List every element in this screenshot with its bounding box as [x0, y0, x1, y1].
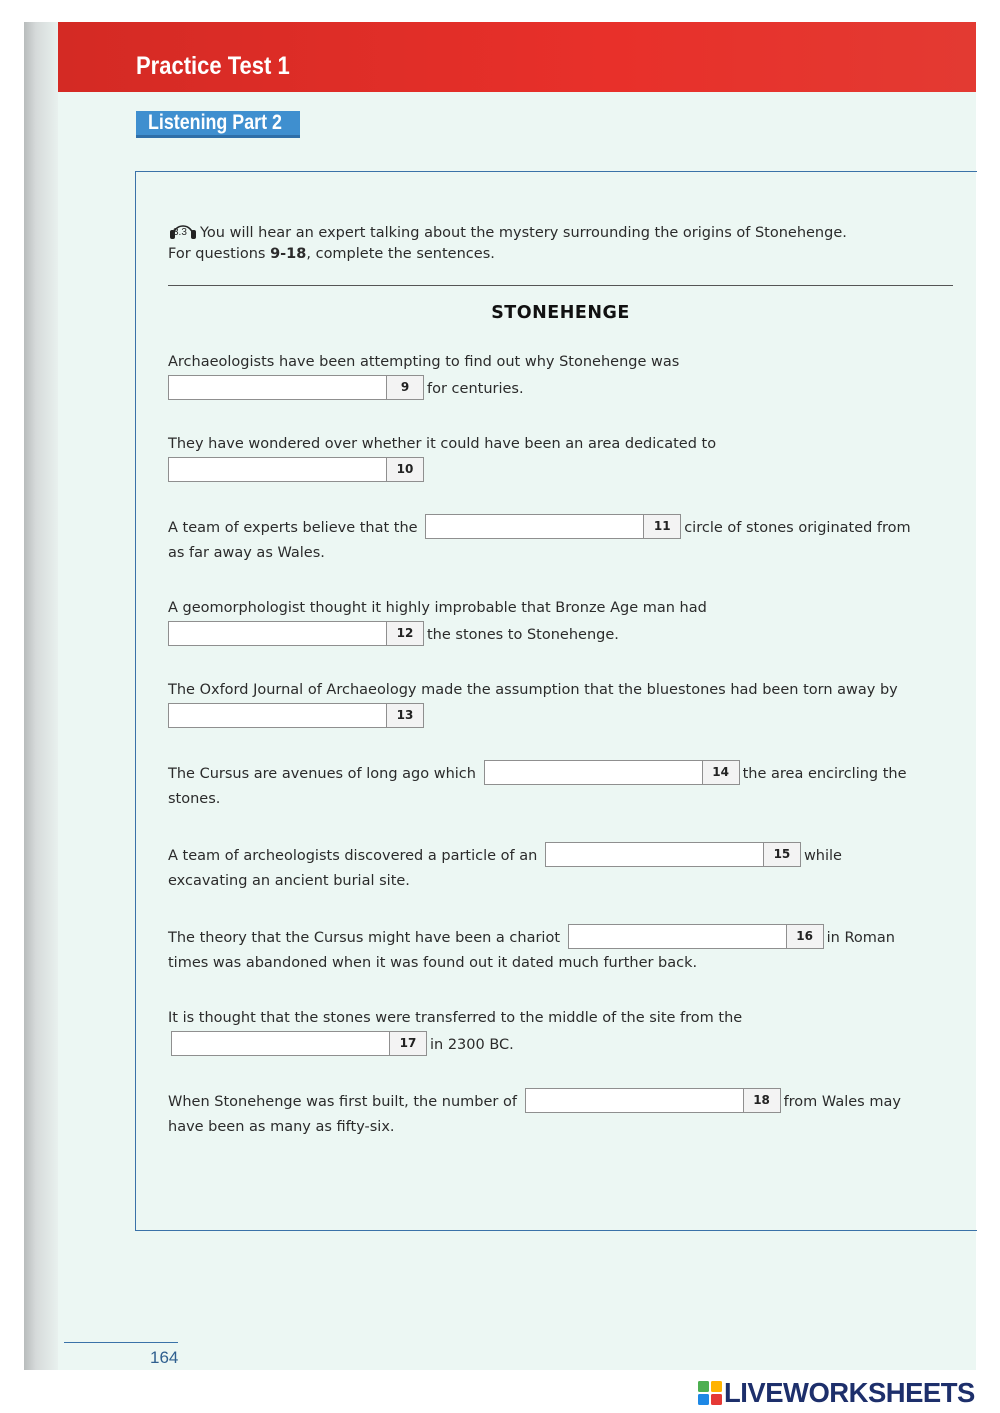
question-11-text: A team of experts believe that the: [168, 520, 418, 536]
question-14: [168, 760, 958, 812]
answer-input-11[interactable]: [425, 514, 681, 539]
question-11: [168, 514, 958, 566]
question-15-line2: excavating an ancient burial site.: [168, 873, 410, 889]
part-label: [136, 111, 300, 138]
question-number: 14: [702, 761, 739, 784]
instructions-line2-pre: For questions: [168, 246, 271, 262]
instructions-line2-post: , complete the sentences.: [306, 246, 495, 262]
answer-input-18[interactable]: [525, 1088, 781, 1113]
question-18-after: from Wales may: [783, 1094, 901, 1110]
question-15-text: A team of archeologists discovered a particle of an: [168, 848, 538, 864]
question-10: [168, 432, 958, 484]
question-18: [168, 1088, 958, 1140]
answer-input-13[interactable]: [168, 703, 424, 728]
audio-track-number: 3.3: [173, 227, 187, 238]
question-16-after: in Roman: [826, 930, 895, 946]
question-17-after: in 2300 BC.: [430, 1037, 514, 1053]
question-number: 11: [643, 515, 680, 538]
section-title: STONEHENGE: [491, 303, 630, 323]
book-spine-shadow: [24, 22, 58, 1370]
question-16: [168, 924, 958, 976]
question-16-text: The theory that the Cursus might have been a chariot: [168, 930, 561, 946]
question-17-text: It is thought that the stones were transferred to the middle of the site from the: [168, 1010, 743, 1026]
question-12-after: the stones to Stonehenge.: [427, 627, 619, 643]
question-number: 13: [386, 704, 423, 727]
answer-input-17[interactable]: [171, 1031, 427, 1056]
question-number: 17: [389, 1032, 426, 1055]
divider: [168, 285, 953, 286]
part-label-text: Listening Part 2: [148, 111, 282, 134]
question-number: 16: [786, 925, 823, 948]
question-16-line2: times was abandoned when it was found out it dated much further back.: [168, 955, 698, 971]
answer-input-10[interactable]: [168, 457, 424, 482]
instructions-line1: You will hear an expert talking about the mystery surrounding the origins of Stonehenge.: [200, 225, 847, 241]
question-13: [168, 678, 958, 730]
answer-input-12[interactable]: [168, 621, 424, 646]
question-12-text: A geomorphologist thought it highly improbable that Bronze Age man had: [168, 600, 707, 616]
question-9: [168, 350, 958, 402]
audio-track-icon: [168, 216, 198, 242]
answer-input-9[interactable]: [168, 375, 424, 400]
question-14-line2: stones.: [168, 791, 221, 807]
answer-input-15[interactable]: [545, 842, 801, 867]
question-number: 18: [743, 1089, 780, 1112]
question-18-line2: have been as many as fifty-six.: [168, 1119, 395, 1135]
question-9-text: Archaeologists have been attempting to find out why Stonehenge was: [168, 354, 680, 370]
question-number: 9: [386, 376, 423, 399]
watermark-text: LIVEWORKSHEETS: [724, 1377, 975, 1408]
question-17: [168, 1006, 958, 1058]
question-range: 9-18: [270, 246, 307, 262]
liveworksheets-logo-icon: [698, 1381, 722, 1405]
question-number: 15: [763, 843, 800, 866]
question-15: [168, 842, 958, 894]
question-14-text: The Cursus are avenues of long ago which: [168, 766, 476, 782]
question-12: [168, 596, 958, 648]
footer-rule: [64, 1342, 178, 1343]
question-9-after: for centuries.: [427, 381, 524, 397]
answer-input-16[interactable]: [568, 924, 824, 949]
question-number: 12: [386, 622, 423, 645]
page-number: 164: [150, 1348, 179, 1367]
test-title: Practice Test 1: [136, 52, 290, 80]
instructions: [168, 216, 948, 265]
question-15-after: while: [803, 848, 842, 864]
question-11-line2: as far away as Wales.: [168, 545, 325, 561]
question-10-text: They have wondered over whether it could have been an area dedicated to: [168, 436, 717, 452]
question-18-text: When Stonehenge was first built, the number of: [168, 1094, 517, 1110]
question-13-text: The Oxford Journal of Archaeology made the assumption that the bluestones had been torn away by: [168, 682, 898, 698]
answer-input-14[interactable]: [484, 760, 740, 785]
question-number: 10: [386, 458, 423, 481]
question-11-after: circle of stones originated from: [684, 520, 911, 536]
question-14-after: the area encircling the: [742, 766, 907, 782]
